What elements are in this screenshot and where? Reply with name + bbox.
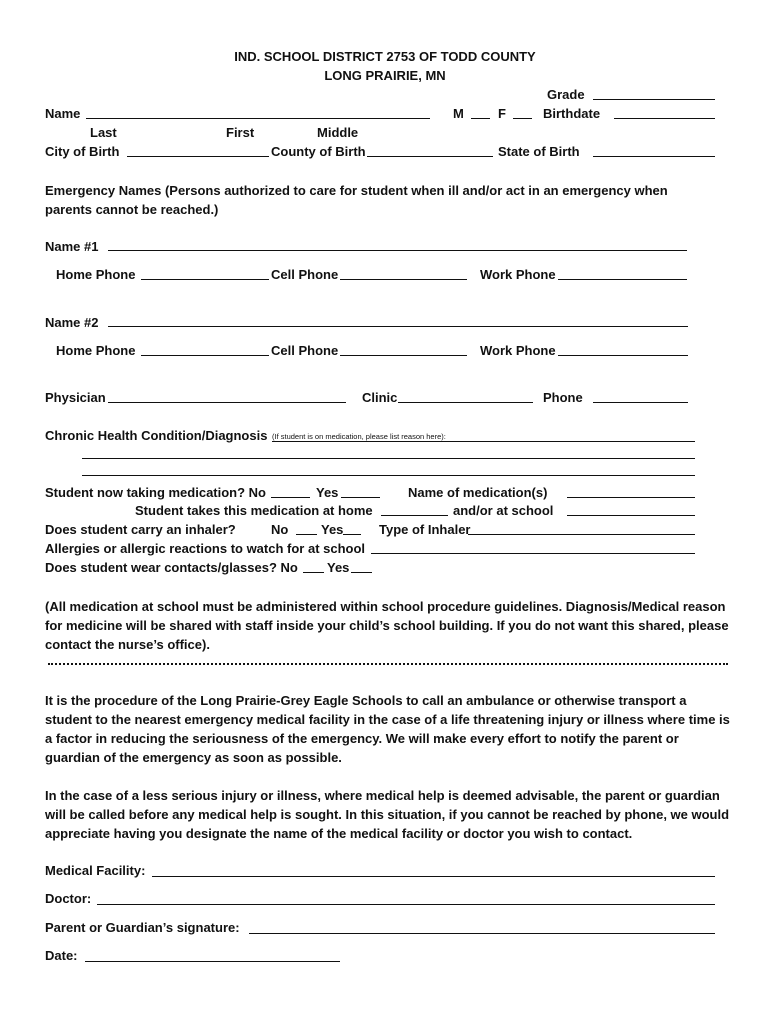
name-label: Name (45, 106, 81, 121)
m-field[interactable] (471, 118, 490, 119)
grade-field[interactable] (593, 99, 715, 100)
contacts-no-field[interactable] (303, 572, 324, 573)
state-of-birth-label: State of Birth (498, 144, 580, 159)
taking-medication-label: Student now taking medication? No (45, 485, 266, 500)
work-phone1-label: Work Phone (480, 267, 556, 282)
cell-phone1-field[interactable] (340, 279, 467, 280)
signature-label: Parent or Guardian’s signature: (45, 920, 240, 935)
name1-label: Name #1 (45, 239, 99, 254)
birthdate-field[interactable] (614, 118, 715, 119)
f-field[interactable] (513, 118, 532, 119)
inhaler-yes-label: Yes (321, 522, 344, 537)
birthdate-label: Birthdate (543, 106, 601, 121)
home-phone1-field[interactable] (141, 279, 269, 280)
allergies-field[interactable] (371, 553, 695, 554)
takes-at-home-label: Student takes this medication at home (135, 503, 373, 518)
ambulance-policy-text: It is the procedure of the Long Prairie-Grey Eagle Schools to call an ambulance or otherwise transport a student to the nearest emergency medical facility in the case of a life threatening injury or illness where time is a factor in reducing the seriousness of the emergency. We will make every effort to notify the parent or guardian of the emergency as soon as possible. (45, 693, 730, 765)
medication-name-field[interactable] (567, 497, 695, 498)
phone-field[interactable] (593, 402, 688, 403)
chronic-field-2[interactable] (82, 458, 695, 459)
form-location: LONG PRAIRIE, MN (324, 68, 446, 83)
clinic-label: Clinic (362, 390, 398, 405)
chronic-field-1[interactable] (272, 441, 695, 442)
work-phone2-field[interactable] (558, 355, 688, 356)
middle-label: Middle (317, 125, 359, 140)
county-of-birth-field[interactable] (367, 156, 493, 157)
first-label: First (226, 125, 255, 140)
doctor-field[interactable] (97, 904, 715, 905)
doctor-label: Doctor: (45, 891, 92, 906)
chronic-field-3[interactable] (82, 475, 695, 476)
emergency-heading: Emergency Names (Persons authorized to care for student when ill and/or act in an emergency when parents cannot be reached.) (45, 183, 668, 217)
clinic-field[interactable] (398, 402, 533, 403)
inhaler-type-field[interactable] (468, 534, 695, 535)
at-school-label: and/or at school (453, 503, 554, 518)
contacts-yes-field[interactable] (351, 572, 372, 573)
inhaler-type-label: Type of Inhaler (379, 522, 471, 537)
contacts-yes-label: Yes (327, 560, 350, 575)
inhaler-no-label: No (271, 522, 289, 537)
grade-label: Grade (547, 87, 585, 102)
date-label: Date: (45, 948, 78, 963)
taking-medication-yes-field[interactable] (341, 497, 380, 498)
city-of-birth-label: City of Birth (45, 144, 120, 159)
home-phone2-label: Home Phone (56, 343, 136, 358)
chronic-label: Chronic Health Condition/Diagnosis (45, 428, 268, 443)
allergies-label: Allergies or allergic reactions to watch for at school (45, 541, 366, 556)
less-serious-policy-text: In the case of a less serious injury or illness, where medical help is deemed advisable, the parent or guardian will be called before any medical help is sought. In this situation, if you cannot be reached by phone, we would appreciate having you designate the name of the medical facility or doctor you wish to contact. (45, 788, 730, 841)
taking-medication-no-field[interactable] (271, 497, 310, 498)
home-phone1-label: Home Phone (56, 267, 136, 282)
at-school-field[interactable] (567, 515, 695, 516)
cell-phone2-label: Cell Phone (271, 343, 339, 358)
home-phone2-field[interactable] (141, 355, 269, 356)
physician-field[interactable] (108, 402, 346, 403)
medication-name-label: Name of medication(s) (408, 485, 548, 500)
medical-facility-field[interactable] (152, 876, 715, 877)
medical-facility-label: Medical Facility: (45, 863, 146, 878)
name1-field[interactable] (108, 250, 687, 251)
physician-label: Physician (45, 390, 106, 405)
contacts-label: Does student wear contacts/glasses? No (45, 560, 298, 575)
name2-label: Name #2 (45, 315, 99, 330)
county-of-birth-label: County of Birth (271, 144, 366, 159)
takes-at-home-field[interactable] (381, 515, 448, 516)
cell-phone2-field[interactable] (340, 355, 467, 356)
f-label: F (498, 106, 506, 121)
cell-phone1-label: Cell Phone (271, 267, 339, 282)
student-name-field[interactable] (86, 118, 430, 119)
work-phone1-field[interactable] (558, 279, 687, 280)
signature-field[interactable] (249, 933, 715, 934)
inhaler-no-field[interactable] (296, 534, 317, 535)
inhaler-label: Does student carry an inhaler? (45, 522, 236, 537)
name2-field[interactable] (108, 326, 688, 327)
chronic-note: (If student is on medication, please list reason here): (272, 432, 446, 441)
date-field[interactable] (85, 961, 340, 962)
phone-label: Phone (543, 390, 583, 405)
city-of-birth-field[interactable] (127, 156, 269, 157)
state-of-birth-field[interactable] (593, 156, 715, 157)
inhaler-yes-field[interactable] (343, 534, 361, 535)
dotted-divider (48, 663, 728, 665)
form-title: IND. SCHOOL DISTRICT 2753 OF TODD COUNTY (234, 49, 536, 64)
m-label: M (453, 106, 464, 121)
medication-policy-text: (All medication at school must be administered within school procedure guidelines. Diagnosis/Medical reason for medicine will be shared with staff inside your child’s school building. If you do not want this shared, please contact the nurse’s office). (45, 599, 729, 652)
taking-medication-yes-label: Yes (316, 485, 339, 500)
work-phone2-label: Work Phone (480, 343, 556, 358)
last-label: Last (90, 125, 117, 140)
